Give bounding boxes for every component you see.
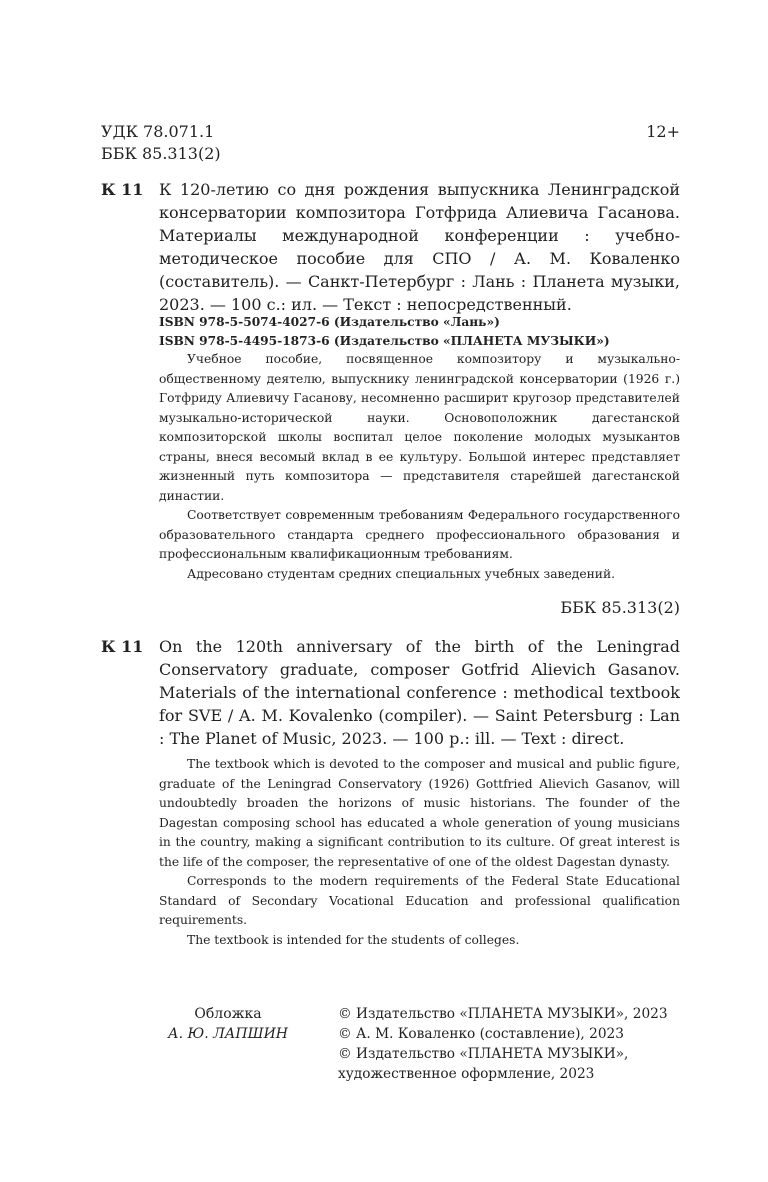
isbn-lan: ISBN 978-5-5074-4027-6 (Издательство «Лань») bbox=[159, 315, 500, 329]
cover-artist: А. Ю. ЛАПШИН bbox=[168, 1026, 288, 1042]
ru-author-mark: К 11 bbox=[101, 180, 144, 199]
en-annotation-paragraph: The textbook is intended for the students of colleges. bbox=[187, 932, 520, 947]
en-annotation-paragraph: The textbook which is devoted to the composer and musical and public figure, graduate of the Leningrad Conservatory (1926) Gottfried Alievich Gasanov, will undoubtedly broaden the horizons of music historians. The founder of the Dagestan composing school has educated a whole generation of young musicians in the country, making a significant contribution to its culture. Of great interest is the life of the composer, the representative of one of the oldest Dagestan dynasty. bbox=[159, 757, 680, 869]
cover-credit bbox=[143, 1004, 313, 1044]
bbk-code: ББК 85.313(2) bbox=[101, 144, 221, 163]
copyright-notices bbox=[338, 1004, 680, 1084]
en-annotation bbox=[159, 755, 680, 950]
en-citation: On the 120th anniversary of the birth of the Leningrad Conservatory graduate, composer Gotfrid Alievich Gasanov. Materials of the international conference : methodical textbook for SVE / A. M. Kovalenko (compiler). — Saint Petersburg : Lan : The Planet of Music, 2023. — 100 p.: ill. — Text : direct. bbox=[159, 637, 680, 748]
classification-codes bbox=[101, 121, 221, 165]
copyright-line: © Издательство «ПЛАНЕТА МУЗЫКИ», 2023 bbox=[338, 1006, 668, 1022]
copyright-line: © Издательство «ПЛАНЕТА МУЗЫКИ», художественное оформление, 2023 bbox=[338, 1046, 629, 1082]
ru-citation: К 120-летию со дня рождения выпускника Ленинградской консерватории композитора Готфрида Алиевича Гасанова. Материалы международной конференции : учебно-методическое пособие для СПО / А. М. Коваленко (составитель). — Санкт-Петербург : Лань : Планета музыки, 2023. — 100 с.: ил. — Текст : непосредственный. bbox=[159, 180, 680, 314]
ru-annotation bbox=[159, 350, 680, 584]
bbk-code-right: ББК 85.313(2) bbox=[560, 598, 680, 617]
isbn-planeta-muzyki: ISBN 978-5-4495-1873-6 (Издательство «ПЛАНЕТА МУЗЫКИ») bbox=[159, 334, 610, 348]
en-annotation-paragraph: Corresponds to the modern requirements of the Federal State Educational Standard of Secondary Vocational Education and professional qualification requirements. bbox=[159, 874, 680, 927]
ru-annotation-paragraph: Соответствует современным требованиям Федерального государственного образовательного стандарта среднего профессионального образования и профессиональным квалификационным требованиям. bbox=[159, 508, 680, 561]
en-author-mark: К 11 bbox=[101, 637, 144, 656]
age-rating: 12+ bbox=[646, 122, 680, 141]
udk-code: УДК 78.071.1 bbox=[101, 122, 215, 141]
ru-annotation-paragraph: Учебное пособие, посвященное композитору и музыкально-общественному деятелю, выпускнику ленинградской консерватории (1926 г.) Готфриду Алиевичу Гасанову, несомненно расширит кругозор представителей музыкально-исторической науки. Основоположник дагестанской композиторской школы воспитал целое поколение молодых музыкантов страны, внеся весомый вклад в ее культуру. Большой интерес представляет жизненный путь композитора — представителя старейшей дагестанской династии. bbox=[159, 352, 680, 503]
cover-label: Обложка bbox=[194, 1006, 262, 1022]
copyright-line: © А. М. Коваленко (составление), 2023 bbox=[338, 1026, 624, 1042]
ru-annotation-paragraph: Адресовано студентам средних специальных учебных заведений. bbox=[187, 566, 616, 581]
